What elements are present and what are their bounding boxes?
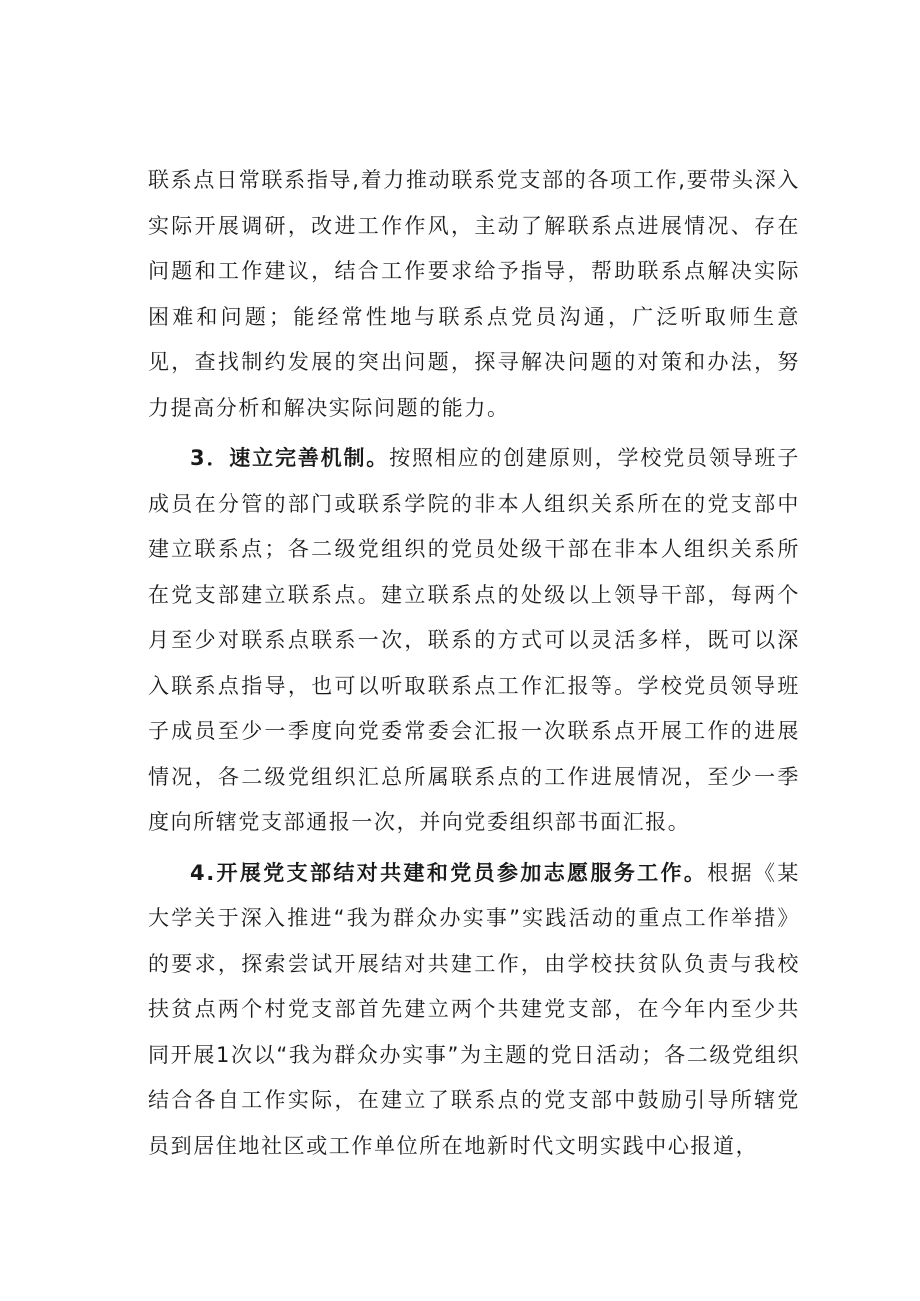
paragraph-1-text: 联系点日常联系指导,着力推动联系党支部的各项工作,要带头深入实际开展调研，改进工作作风，主动了解联系点进展情况、存在问题和工作建议，结合工作要求给予指导，帮助联系点解决实际困难和问题；能经常性地与联系点党员沟通，广泛听取师生意见，查找制约发展的突出问题，探寻解决问题的对策和办法，努力提高分析和解决实际问题的能力。 — [148, 168, 800, 420]
paragraph-1 — [148, 158, 800, 431]
document-body — [148, 158, 800, 1169]
paragraph-3-heading: 4.开展党支部结对共建和党员参加志愿服务工作。 — [190, 860, 708, 885]
paragraph-2 — [148, 436, 800, 846]
paragraph-2-text: 按照相应的创建原则，学校党员领导班子成员在分管的部门或联系学院的非本人组织关系所在的党支部中建立联系点；各二级党组织的党员处级干部在非本人组织关系所在党支部建立联系点。建立联系点的处级以上领导干部，每两个月至少对联系点联系一次，联系的方式可以灵活多样，既可以深入联系点指导，也可以听取联系点工作汇报等。学校党员领导班子成员至少一季度向党委常委会汇报一次联系点开展工作的进展情况，各二级党组织汇总所属联系点的工作进展情况，至少一季度向所辖党支部通报一次，并向党委组织部书面汇报。 — [148, 446, 800, 834]
paragraph-3-text: 根据《某大学关于深入推进“我为群众办实事”实践活动的重点工作举措》的要求，探索尝试开展结对共建工作，由学校扶贫队负责与我校扶贫点两个村党支部首先建立两个共建党支部，在今年内至少共同开展1次以“我为群众办实事”为主题的党日活动；各二级党组织结合各自工作实际，在建立了联系点的党支部中鼓励引导所辖党员到居住地社区或工作单位所在地新时代文明实践中心报道， — [148, 860, 801, 1158]
paragraph-3 — [148, 851, 800, 1170]
paragraph-2-heading: 3．速立完善机制。 — [190, 446, 390, 470]
